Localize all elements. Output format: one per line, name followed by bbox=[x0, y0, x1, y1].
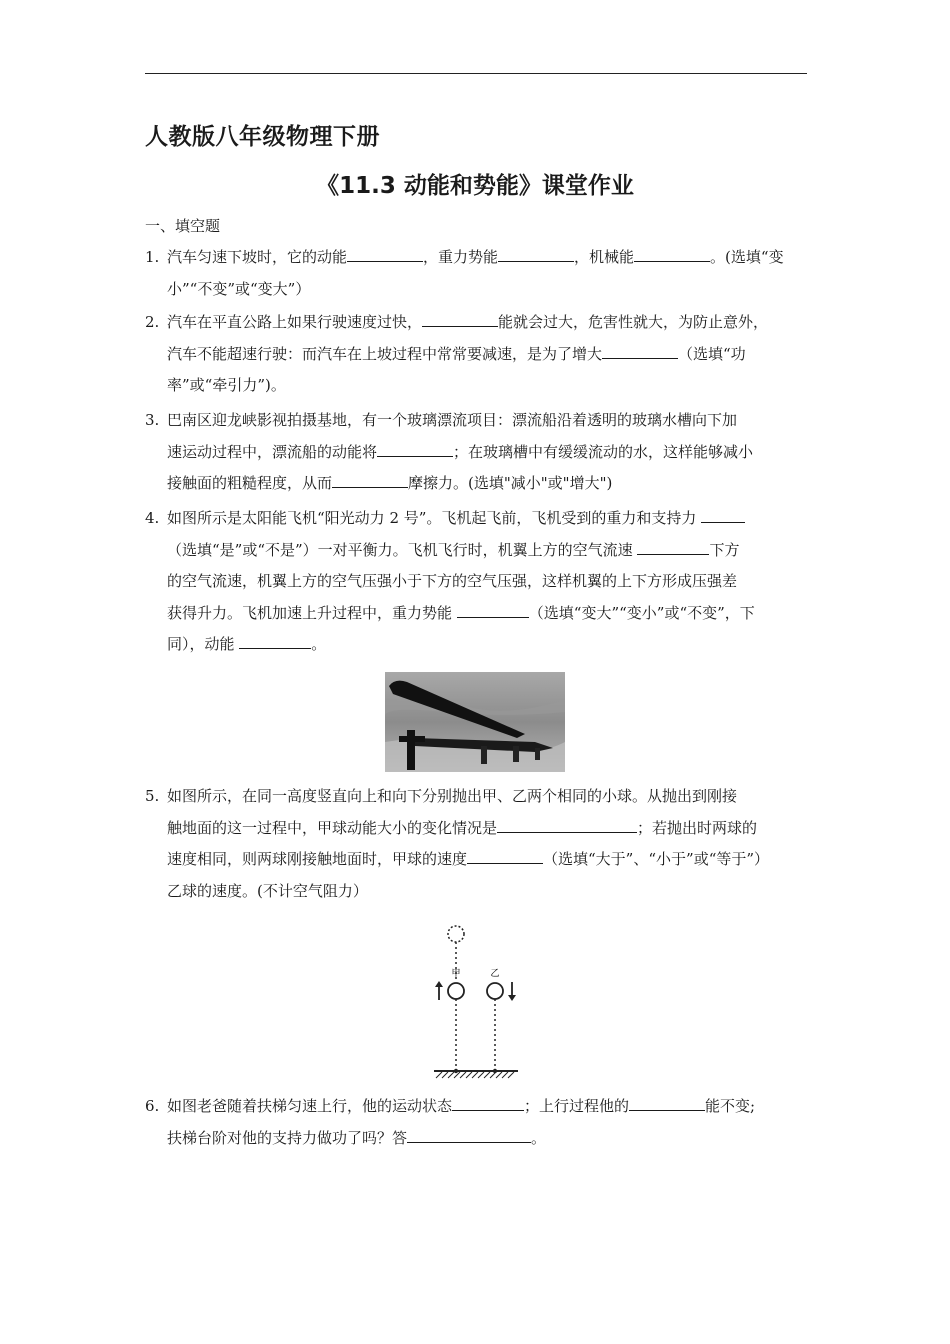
question-4: 4. 如图所示是太阳能飞机“阳光动力 2 号”。飞机起飞前，飞机受到的重力和支持力 （选填“是”或“不是”）一对平衡力。飞机飞行时，机翼上方的空气流速 下方 的空气流速，机翼上方的空气压强小于下方的空气压强，这样机翼的上下方形成压强差 获得升力。飞机加速上升过程中，重力势能 （选填“变大”“变小”或“不变”，下 同），动能 。 bbox=[145, 503, 810, 661]
section-title: 一、填空题 bbox=[145, 217, 221, 235]
question-1: 1. 汽车匀速下坡时，它的动能 ，重力势能 ，机械能 。(选填“变 小”“不变”或“变大”） bbox=[145, 242, 810, 305]
answer-blank[interactable] bbox=[629, 1096, 705, 1111]
document-title: 人教版八年级物理下册 bbox=[145, 124, 380, 150]
two-balls-figure bbox=[428, 920, 524, 1082]
answer-blank[interactable] bbox=[498, 247, 574, 262]
balls-diagram bbox=[428, 920, 524, 1082]
question-number: 3. bbox=[145, 411, 160, 429]
label-yi: 乙 bbox=[490, 969, 500, 979]
question-number: 6. bbox=[145, 1097, 160, 1115]
answer-blank[interactable] bbox=[347, 247, 423, 262]
question-2: 2. 汽车在平直公路上如果行驶速度过快， 能就会过大，危害性就大，为防止意外， 汽车不能超速行驶：而汽车在上坡过程中常常要减速，是为了增大 （选填“功 率”或“牵引力”)。 bbox=[145, 307, 810, 402]
question-5: 5. 如图所示，在同一高度竖直向上和向下分别抛出甲、乙两个相同的小球。从抛出到刚接 触地面的这一过程中，甲球动能大小的变化情况是 ；若抛出时两球的 速度相同，则两球刚接触地面时，甲球的速度 （选填“大于”、“小于”或“等于”） 乙球的速度。(不计空气阻力） bbox=[145, 781, 810, 907]
label-jia: 甲 bbox=[451, 969, 461, 979]
answer-blank[interactable] bbox=[602, 344, 678, 359]
answer-blank[interactable] bbox=[332, 473, 408, 488]
question-number: 5. bbox=[145, 787, 160, 805]
answer-blank[interactable] bbox=[407, 1128, 531, 1143]
answer-blank[interactable] bbox=[422, 312, 498, 327]
answer-blank[interactable] bbox=[377, 442, 453, 457]
answer-blank[interactable] bbox=[701, 508, 745, 523]
answer-blank[interactable] bbox=[634, 247, 710, 262]
answer-blank[interactable] bbox=[467, 849, 543, 864]
answer-blank[interactable] bbox=[452, 1096, 524, 1111]
solar-airplane-figure bbox=[385, 672, 565, 772]
question-number: 1. bbox=[145, 248, 160, 266]
question-6: 6. 如图老爸随着扶梯匀速上行，他的运动状态 ；上行过程他的 能不变; 扶梯台阶对他的支持力做功了吗？答 。 bbox=[145, 1091, 810, 1154]
document-subtitle: 《11.3 动能和势能》课堂作业 bbox=[316, 173, 634, 199]
answer-blank[interactable] bbox=[637, 540, 709, 555]
header-rule bbox=[145, 73, 807, 74]
question-number: 4. bbox=[145, 509, 160, 527]
answer-blank[interactable] bbox=[239, 634, 311, 649]
answer-blank[interactable] bbox=[457, 603, 529, 618]
question-number: 2. bbox=[145, 313, 160, 331]
answer-blank[interactable] bbox=[497, 818, 637, 833]
question-3: 3. 巴南区迎龙峡影视拍摄基地，有一个玻璃漂流项目：漂流船沿着透明的玻璃水槽向下加 速运动过程中，漂流船的动能将 ；在玻璃槽中有缓缓流动的水，这样能够减小 接触面的粗糙程度，从而 摩擦力。(选填"减小"或"增大") bbox=[145, 405, 810, 500]
airplane-photo bbox=[385, 672, 565, 772]
